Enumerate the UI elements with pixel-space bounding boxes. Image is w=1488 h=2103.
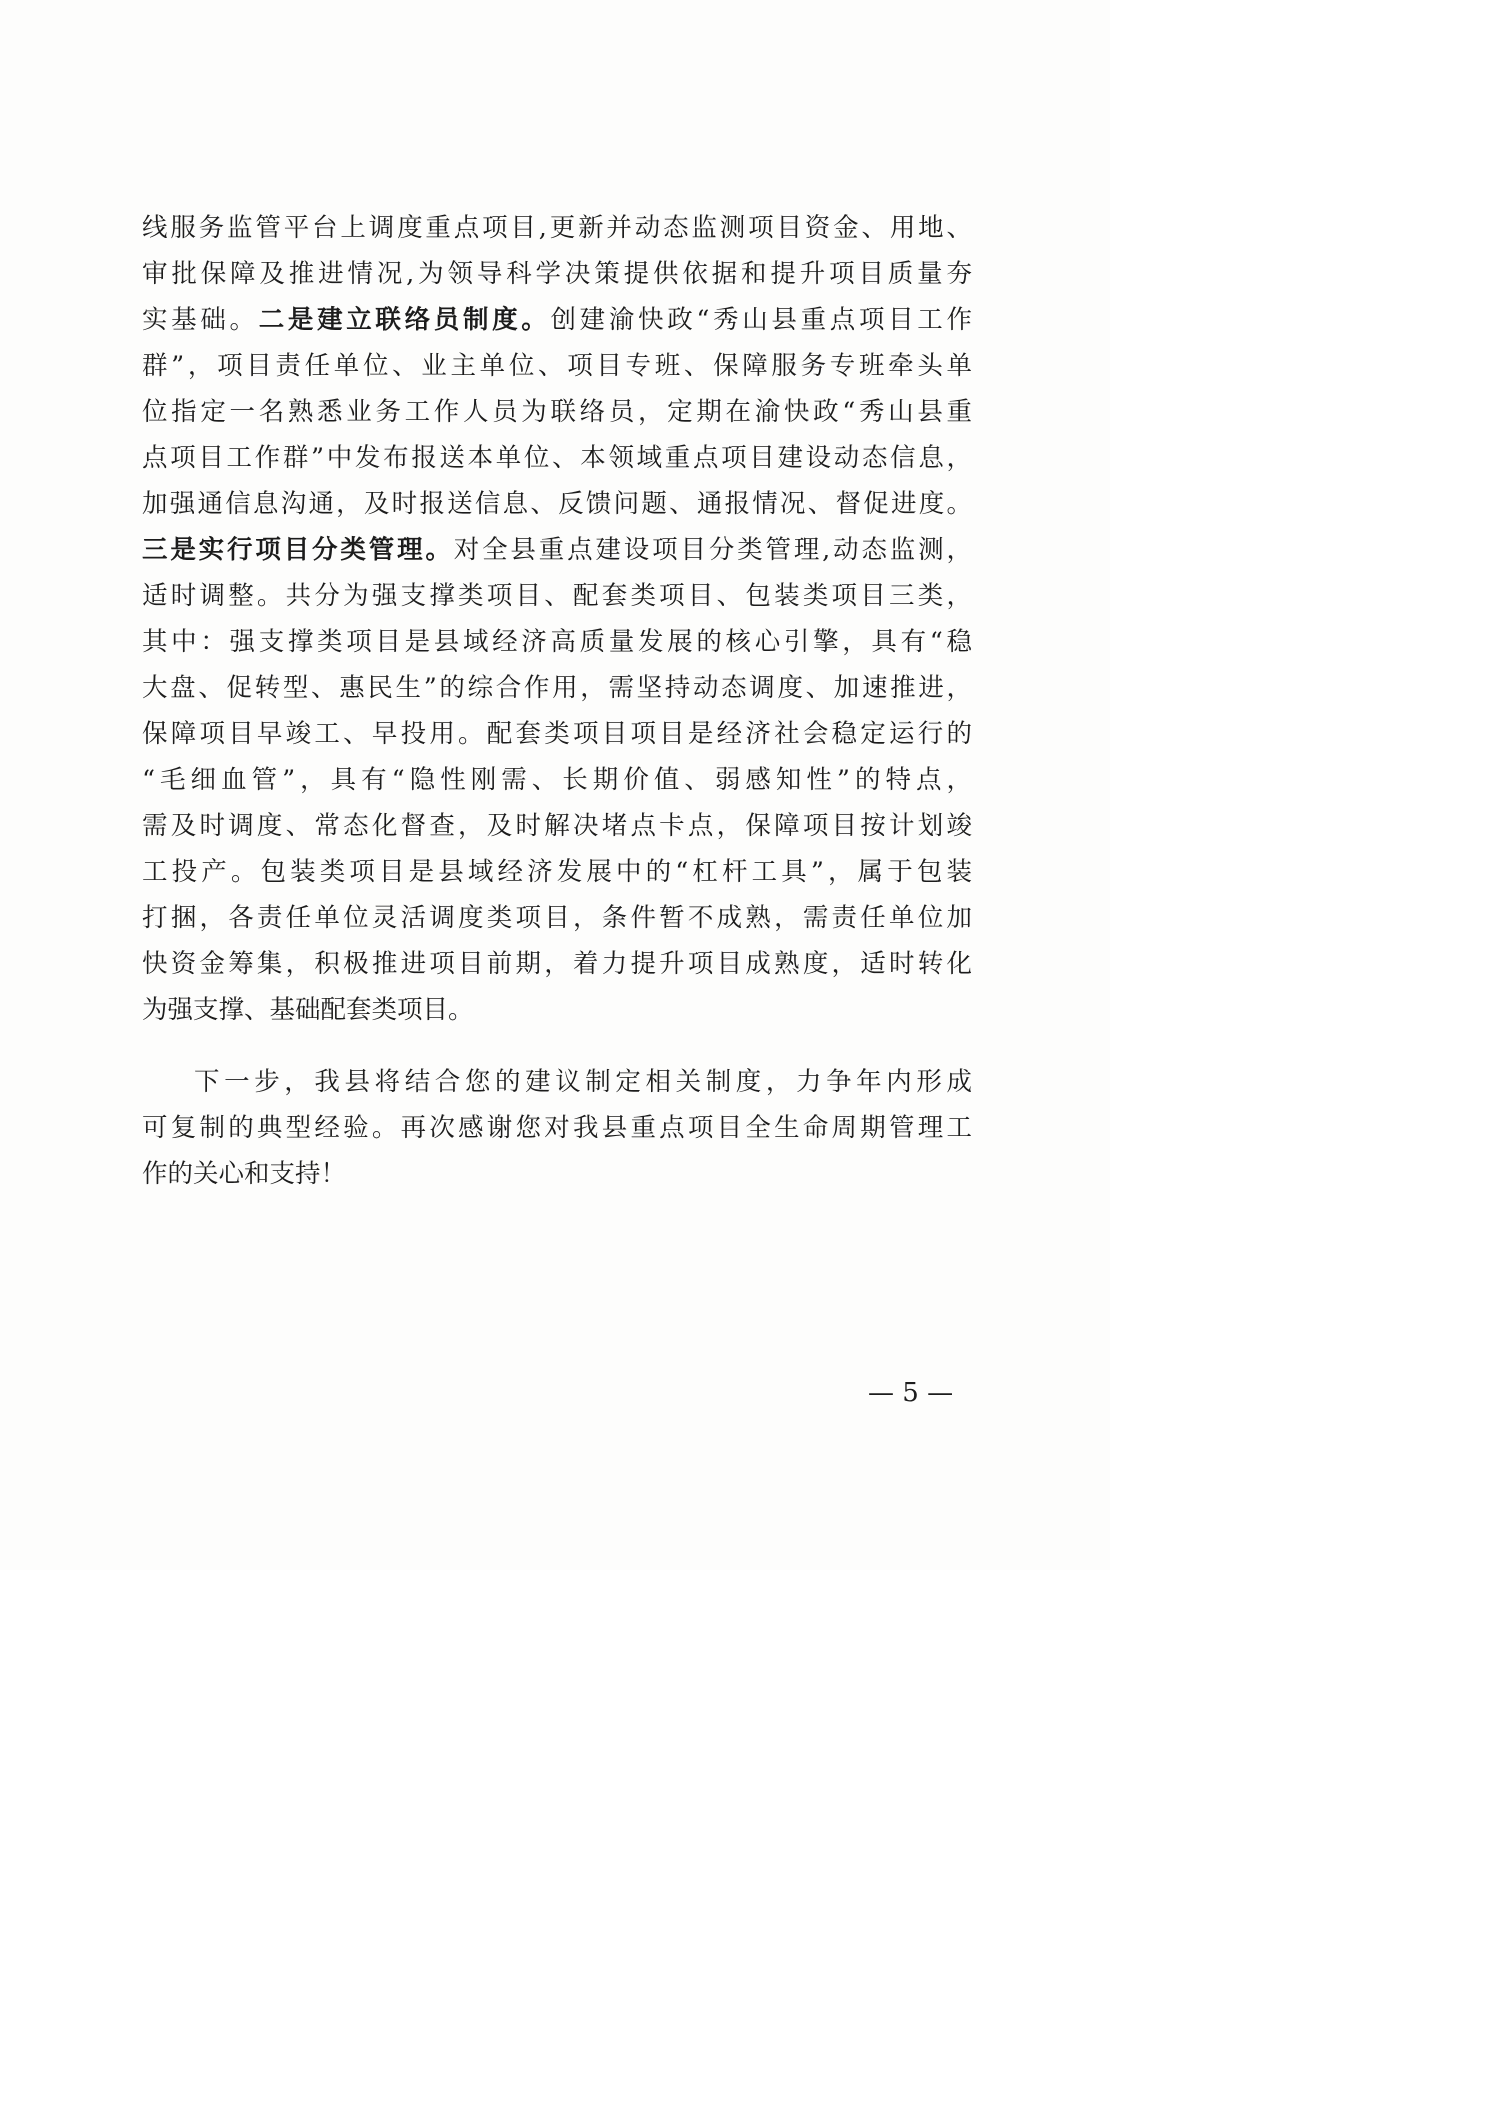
line-text: 适时调整。共分为强支撑类项目、配套类项目、包装类项目三类， [142,581,972,611]
text-line [142,803,972,849]
document-body [142,205,972,1197]
line-text: 需及时调度、常态化督查，及时解决堵点卡点，保障项目按计划竣 [142,811,972,841]
bold-heading-text: 二是建立联络员制度。 [258,305,551,335]
line-text: 下一步，我县将结合您的建议制定相关制度，力争年内形成 [194,1067,972,1097]
bold-heading-text: 三是实行项目分类管理。 [142,535,454,565]
text-line [142,619,972,665]
line-text: 快资金筹集，积极推进项目前期，着力提升项目成熟度，适时转化 [142,949,972,979]
line-text: 创建渝快政“秀山县重点项目工作 [550,305,972,335]
paragraph-gap [142,1033,972,1059]
line-text: 点项目工作群”中发布报送本单位、本领域重点项目建设动态信息， [142,443,972,473]
text-line [142,665,972,711]
line-text: 保障项目早竣工、早投用。配套类项目项目是经济社会稳定运行的 [142,719,972,749]
text-line [142,711,972,757]
text-line [142,1105,972,1151]
line-text: 作的关心和支持！ [142,1159,347,1189]
line-text: 工投产。包装类项目是县域经济发展中的“杠杆工具”，属于包装 [142,857,972,887]
line-text: 为强支撑、基础配套类项目。 [142,995,474,1025]
line-text: 审批保障及推进情况,为领导科学决策提供依据和提升项目质量夯 [142,259,972,289]
line-text: “毛细血管”，具有“隐性刚需、长期价值、弱感知性”的特点， [142,765,972,795]
line-text: 位指定一名熟悉业务工作人员为联络员，定期在渝快政“秀山县重 [142,397,972,427]
line-text: 线服务监管平台上调度重点项目,更新并动态监测项目资金、用地、 [142,213,972,243]
text-line [142,527,972,573]
line-text: 实基础。 [142,305,259,335]
text-line [142,205,972,251]
text-line [142,435,972,481]
text-line [142,1151,972,1197]
text-line [142,389,972,435]
line-text: 加强通信息沟通，及时报送信息、反馈问题、通报情况、督促进度。 [142,489,972,519]
text-line [142,1059,972,1105]
line-text: 可复制的典型经验。再次感谢您对我县重点项目全生命周期管理工 [142,1113,972,1143]
text-line [142,849,972,895]
text-line [142,757,972,803]
line-text: 其中：强支撑类项目是县域经济高质量发展的核心引擎，具有“稳 [142,627,972,657]
text-line [142,895,972,941]
text-line [142,573,972,619]
text-line [142,941,972,987]
text-line [142,481,972,527]
text-line [142,251,972,297]
line-text: 对全县重点建设项目分类管理,动态监测， [453,535,972,565]
line-text: 大盘、促转型、惠民生”的综合作用，需坚持动态调度、加速推进， [142,673,972,703]
text-line [142,343,972,389]
page-number: — 5 — [868,1378,954,1408]
line-text: 群”，项目责任单位、业主单位、项目专班、保障服务专班牵头单 [142,351,972,381]
text-line [142,297,972,343]
line-text: 打捆，各责任单位灵活调度类项目，条件暂不成熟，需责任单位加 [142,903,972,933]
text-line [142,987,972,1033]
